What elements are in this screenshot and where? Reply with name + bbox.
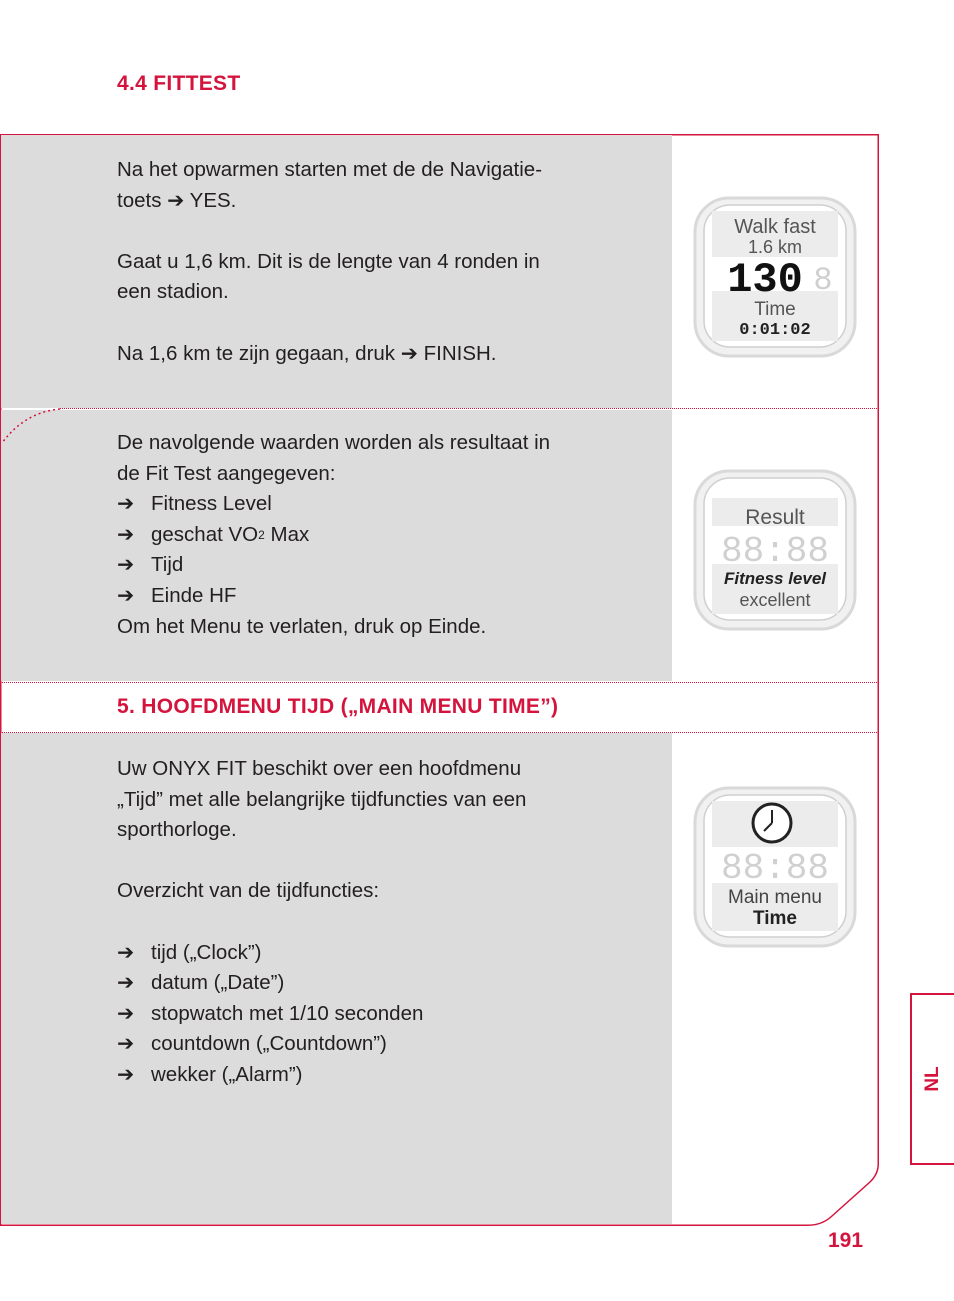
page-number: 191 [828,1229,864,1252]
arrow-icon: ➔ [117,583,135,607]
list-item: ➔ Tijd [117,550,657,581]
text-line: een stadion. [117,280,229,304]
arrow-icon: ➔ [117,1032,135,1056]
text-line: Na 1,6 km te zijn gegaan, druk ➔ FINISH. [117,341,497,365]
list-item: ➔ datum („Date”) [117,968,657,999]
section-title-main-menu: 5. HOOFDMENU TIJD („MAIN MENU TIME”) [117,695,559,718]
separator-3 [0,732,879,733]
list-item: ➔ wekker („Alarm”) [117,1060,657,1091]
arrow-icon: ➔ [117,1001,135,1025]
text-line: toets ➔ YES. [117,188,237,212]
list-item: ➔ stopwatch met 1/10 seconden [117,999,657,1030]
dotted-curve [0,408,80,448]
arrow-icon: ➔ [117,971,135,995]
separator-1 [60,408,879,409]
main-menu-text [117,754,657,1091]
watch-ghost-digit: 8 [813,262,833,299]
watch-line2: 1.6 km [747,237,803,257]
arrow-icon: ➔ [117,522,135,546]
watch-line1: Result [745,506,805,529]
arrow-icon: ➔ [117,553,135,577]
text-line: sporthorloge. [117,818,237,842]
watch-display-result [690,466,860,636]
text-line: Overzicht van de tijdfuncties: [117,879,380,903]
list-item: ➔ Fitness Level [117,489,657,520]
language-tab-label: NL [922,1066,943,1092]
text-line: Om het Menu te verlaten, druk op Einde. [117,614,487,638]
watch-ghost-digits: 88:88 [720,848,830,889]
list-item: ➔ geschat VO 2 Max [117,520,657,551]
text-line: „Tijd” met alle belangrijke tijdfuncties van een [117,787,527,811]
arrow-icon: ➔ [117,1062,135,1086]
fittest-text [117,155,657,369]
arrow-icon: ➔ [117,492,135,516]
text-line: Na het opwarmen starten met de de Navigatie- [117,158,543,181]
text-line: de Fit Test aangegeven: [117,461,336,485]
watch-line3: Fitness level [723,569,827,588]
list-item: ➔ Einde HF [117,581,657,612]
clock-icon [753,804,791,842]
watch-ghost-digits: 88:88 [720,531,830,572]
watch-line1: Main menu [728,887,822,908]
language-tab [910,993,954,1165]
watch-line1: Walk fast [734,216,816,238]
watch-display-fittest [690,193,860,363]
watch-big-value: 130 [727,256,803,304]
results-text [117,428,657,642]
separator-2 [0,682,879,683]
watch-line2: Time [752,908,798,929]
watch-time: 0:01:02 [739,321,811,340]
list-item: ➔ countdown („Countdown”) [117,1029,657,1060]
text-line: De navolgende waarden worden als resultaat in [117,431,551,454]
watch-line4: excellent [739,590,811,610]
watch-label: Time [754,299,796,320]
text-line: Uw ONYX FIT beschikt over een hoofdmenu [117,757,522,780]
list-item: ➔ tijd („Clock”) [117,938,657,969]
text-line: Gaat u 1,6 km. Dit is de lengte van 4 ronden in [117,249,540,273]
arrow-icon: ➔ [117,940,135,964]
section-title-fittest: 4.4 FITTEST [117,72,241,95]
watch-display-main-menu [690,783,860,953]
